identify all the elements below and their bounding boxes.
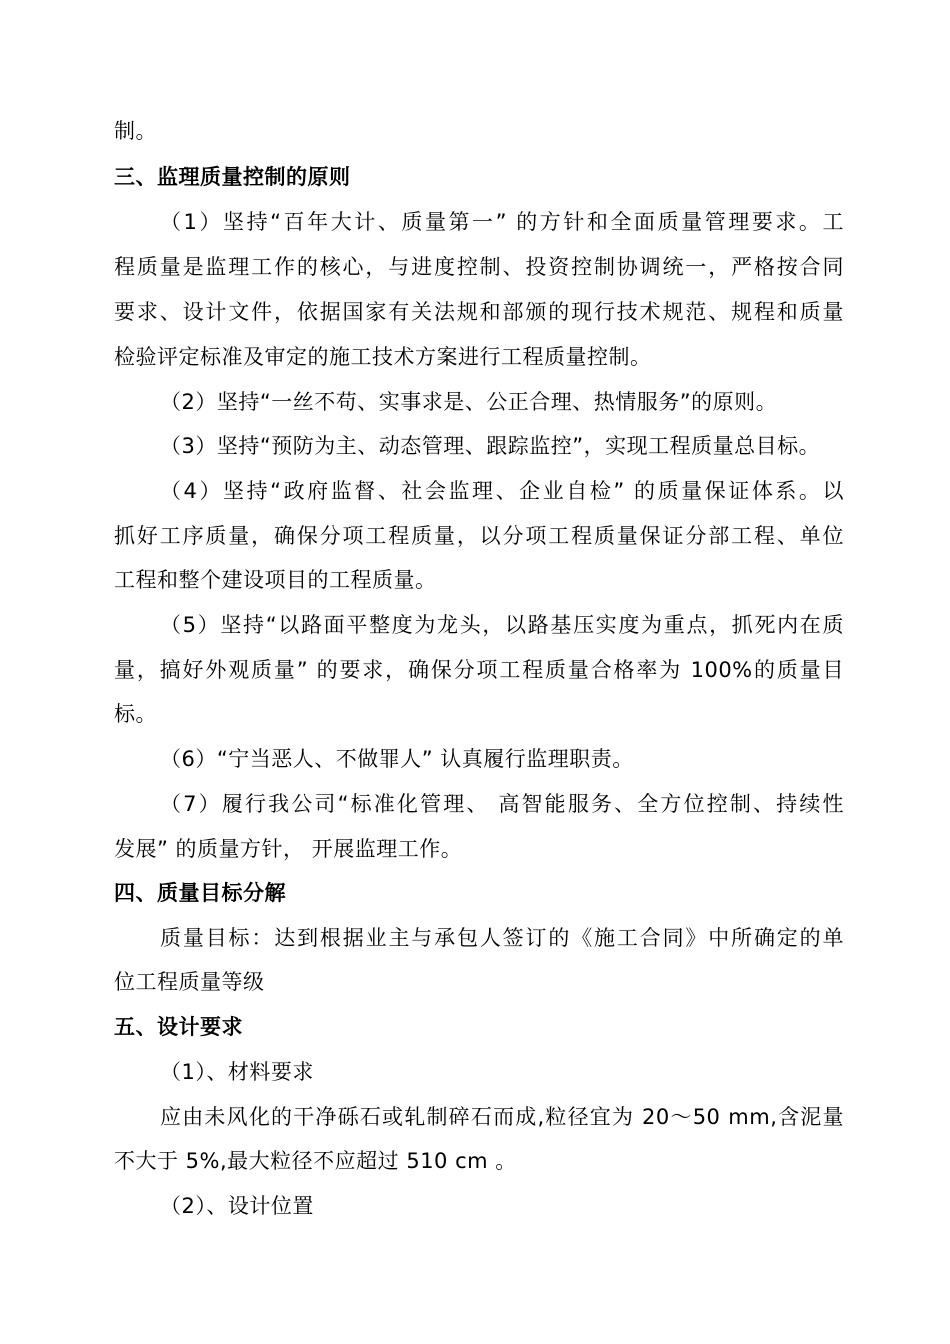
section-heading: 四、质量目标分解 [114,881,286,905]
paragraph-line: （4）坚持“政府监督、社会监理、企业自检” 的质量保证体系。以 [160,479,844,503]
paragraph-line: （5）坚持“以路面平整度为龙头，以路基压实度为重点，抓死内在质 [160,613,844,637]
paragraph-line: （1）坚持“百年大计、质量第一” 的方针和全面质量管理要求。工 [160,210,844,234]
paragraph-line: （1）、材料要求 [160,1060,314,1084]
paragraph-line: （6）“宁当恶人、不做罪人” 认真履行监理职责。 [160,747,634,771]
paragraph-line: 质量目标：达到根据业主与承包人签订的《施工合同》中所确定的单 [160,926,844,950]
paragraph-line: （7）履行我公司“标准化管理、 高智能服务、全方位控制、持续性 [160,792,844,816]
paragraph-line: 位工程质量等级 [114,970,265,994]
section-heading: 三、监理质量控制的原则 [114,165,351,189]
paragraph-line: （2）坚持“一丝不苟、实事求是、公正合理、热情服务”的原则。 [160,390,778,414]
paragraph-line: 标。 [114,702,157,726]
paragraph-line: 检验评定标准及审定的施工技术方案进行工程质量控制。 [114,345,652,369]
paragraph-line: 程质量是监理工作的核心，与进度控制、投资控制协调统一，严格按合同 [114,255,844,279]
paragraph-line: 制。 [114,119,157,143]
paragraph-line: （3）坚持“预防为主、动态管理、跟踪监控”，实现工程质量总目标。 [160,434,821,458]
paragraph-line: 量，搞好外观质量” 的要求，确保分项工程质量合格率为 100%的质量目 [114,658,844,682]
section-heading: 五、设计要求 [114,1015,243,1039]
paragraph-line: 工程和整个建设项目的工程质量。 [114,568,437,592]
paragraph-line: 要求、设计文件，依据国家有关法规和部颁的现行技术规范、规程和质量 [114,300,844,324]
paragraph-line: 发展” 的质量方针， 开展监理工作。 [114,837,463,861]
paragraph-line: 不大于 5%,最大粒径不应超过 510 cm 。 [114,1149,517,1173]
paragraph-line: 抓好工序质量，确保分项工程质量，以分项工程质量保证分部工程、单位 [114,524,844,548]
paragraph-line: 应由未风化的干净砾石或轧制碎石而成,粒径宜为 20～50 mm,含泥量 [160,1105,844,1129]
paragraph-line: （2）、设计位置 [160,1194,314,1218]
